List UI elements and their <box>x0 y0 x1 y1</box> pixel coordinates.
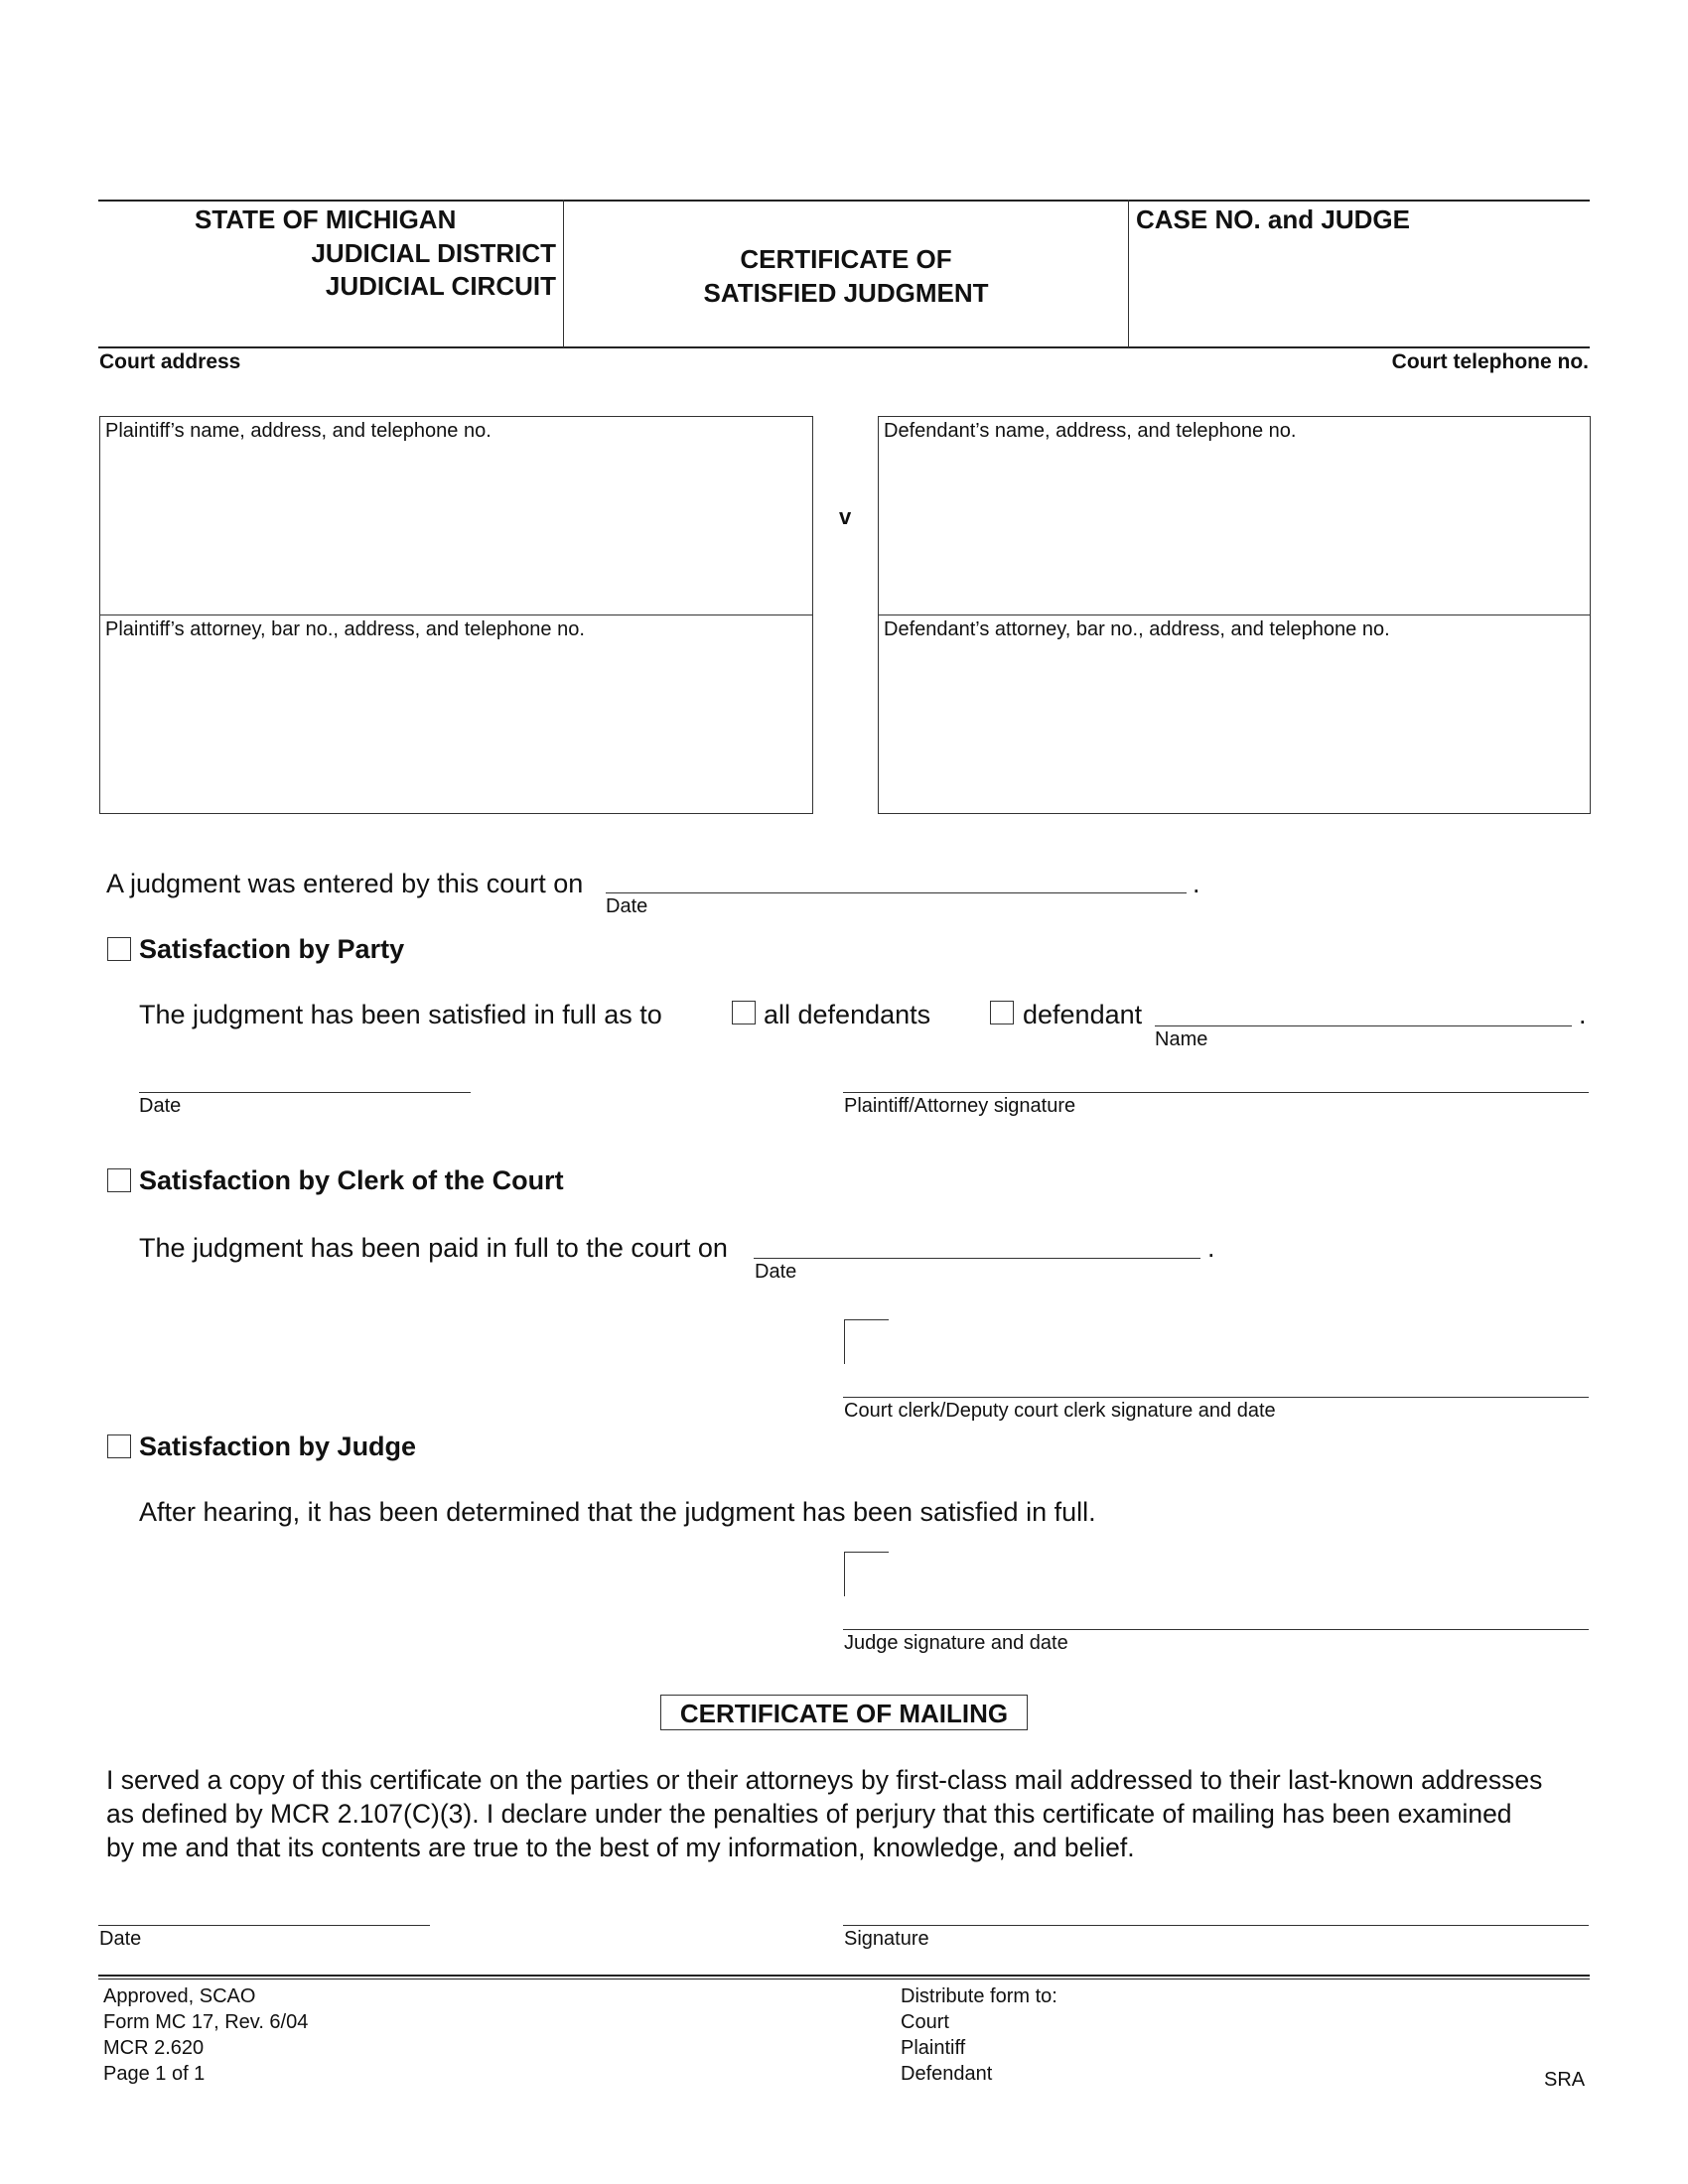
plaintiff-signature-caption: Plaintiff/Attorney signature <box>844 1095 1076 1117</box>
mailing-date-caption: Date <box>99 1928 142 1950</box>
defendant-attorney-label: Defendant’s attorney, bar no., address, and telephone no. <box>884 618 1390 640</box>
court-address-label: Court address <box>99 350 241 373</box>
clerk-signature-caption: Court clerk/Deputy court clerk signature and date <box>844 1400 1276 1422</box>
mailing-date-line[interactable] <box>98 1925 430 1926</box>
judge-signature-caption: Judge signature and date <box>844 1632 1068 1654</box>
footer-code: SRA <box>1544 2069 1586 2091</box>
plaintiff-attorney-box[interactable] <box>99 614 813 814</box>
clerk-date-caption: Date <box>755 1261 797 1283</box>
court-telephone-label: Court telephone no. <box>1391 350 1589 373</box>
clerk-paid-text: The judgment has been paid in full to the court on <box>139 1233 728 1263</box>
judge-signature-line[interactable] <box>843 1629 1589 1630</box>
footer-distribute-label: Distribute form to: <box>901 1985 1057 2007</box>
footer-approved: Approved, SCAO <box>103 1985 256 2007</box>
judgment-period: . <box>1193 869 1200 898</box>
footer-mcr: MCR 2.620 <box>103 2037 205 2059</box>
plaintiff-signature-line[interactable] <box>843 1092 1589 1093</box>
plaintiff-label: Plaintiff’s name, address, and telephone no. <box>105 420 492 442</box>
judgment-date-caption: Date <box>606 895 648 917</box>
defendant-name-line[interactable] <box>1155 1025 1572 1026</box>
clerk-seal-corner <box>844 1319 889 1364</box>
mailing-text-line1: I served a copy of this certificate on the parties or their attorneys by first-class mail addressed to their last-known addresses <box>106 1765 1543 1795</box>
party-heading: Satisfaction by Party <box>139 934 405 964</box>
defendant-option-label: defendant <box>1023 1000 1143 1029</box>
form-title-line2: SATISFIED JUDGMENT <box>703 278 989 308</box>
plaintiff-attorney-label: Plaintiff’s attorney, bar no., address, and telephone no. <box>105 618 585 640</box>
footer-rule-top <box>98 1975 1590 1977</box>
clerk-signature-line[interactable] <box>843 1397 1589 1398</box>
party-checkbox[interactable] <box>107 937 131 961</box>
footer-distribute-court: Court <box>901 2011 949 2033</box>
footer-page: Page 1 of 1 <box>103 2063 206 2085</box>
header-bottom-rule <box>98 346 1590 348</box>
mailing-text-line3: by me and that its contents are true to the best of my information, knowledge, and belief. <box>106 1833 1135 1862</box>
versus-label: v <box>839 504 852 529</box>
clerk-heading: Satisfaction by Clerk of the Court <box>139 1165 564 1195</box>
case-no-judge-field[interactable] <box>1132 238 1584 341</box>
header-divider-left <box>563 200 564 347</box>
defendant-attorney-box[interactable] <box>878 614 1591 814</box>
mailing-signature-line[interactable] <box>843 1925 1589 1926</box>
mailing-signature-caption: Signature <box>844 1928 929 1950</box>
mailing-text-line2: as defined by MCR 2.107(C)(3). I declare under the penalties of perjury that this certificate of mailing has been examined <box>106 1799 1512 1829</box>
case-no-judge-label: CASE NO. and JUDGE <box>1136 205 1410 234</box>
clerk-period: . <box>1207 1233 1215 1263</box>
judgment-date-line[interactable] <box>606 892 1187 893</box>
defendant-label: Defendant’s name, address, and telephone no. <box>884 420 1297 442</box>
all-defendants-label: all defendants <box>764 1000 931 1029</box>
all-defendants-checkbox[interactable] <box>732 1001 756 1024</box>
judge-heading: Satisfaction by Judge <box>139 1432 417 1461</box>
judgment-entered-text: A judgment was entered by this court on <box>106 869 584 898</box>
judicial-district: JUDICIAL DISTRICT <box>311 238 556 268</box>
defendant-box[interactable] <box>878 416 1591 615</box>
judge-seal-corner <box>844 1552 889 1596</box>
header-top-rule <box>98 200 1590 202</box>
clerk-checkbox[interactable] <box>107 1168 131 1192</box>
party-satisfied-text: The judgment has been satisfied in full as to <box>139 1000 662 1029</box>
clerk-date-line[interactable] <box>754 1258 1200 1259</box>
footer-form-number: Form MC 17, Rev. 6/04 <box>103 2011 309 2033</box>
form-title-line1: CERTIFICATE OF <box>740 244 952 274</box>
mailing-heading: CERTIFICATE OF MAILING <box>660 1695 1028 1730</box>
footer-distribute-plaintiff: Plaintiff <box>901 2037 966 2059</box>
judge-determined-text: After hearing, it has been determined that the judgment has been satisfied in full. <box>139 1497 1096 1527</box>
defendant-checkbox[interactable] <box>990 1001 1014 1024</box>
defendant-name-caption: Name <box>1155 1028 1208 1050</box>
plaintiff-box[interactable] <box>99 416 813 615</box>
judge-checkbox[interactable] <box>107 1434 131 1458</box>
header-divider-right <box>1128 200 1129 347</box>
footer-distribute-defendant: Defendant <box>901 2063 993 2085</box>
party-date-line[interactable] <box>139 1092 471 1093</box>
defendant-name-period: . <box>1579 1000 1587 1029</box>
judicial-circuit: JUDICIAL CIRCUIT <box>325 271 556 301</box>
state-name: STATE OF MICHIGAN <box>195 205 457 234</box>
party-date-caption: Date <box>139 1095 182 1117</box>
